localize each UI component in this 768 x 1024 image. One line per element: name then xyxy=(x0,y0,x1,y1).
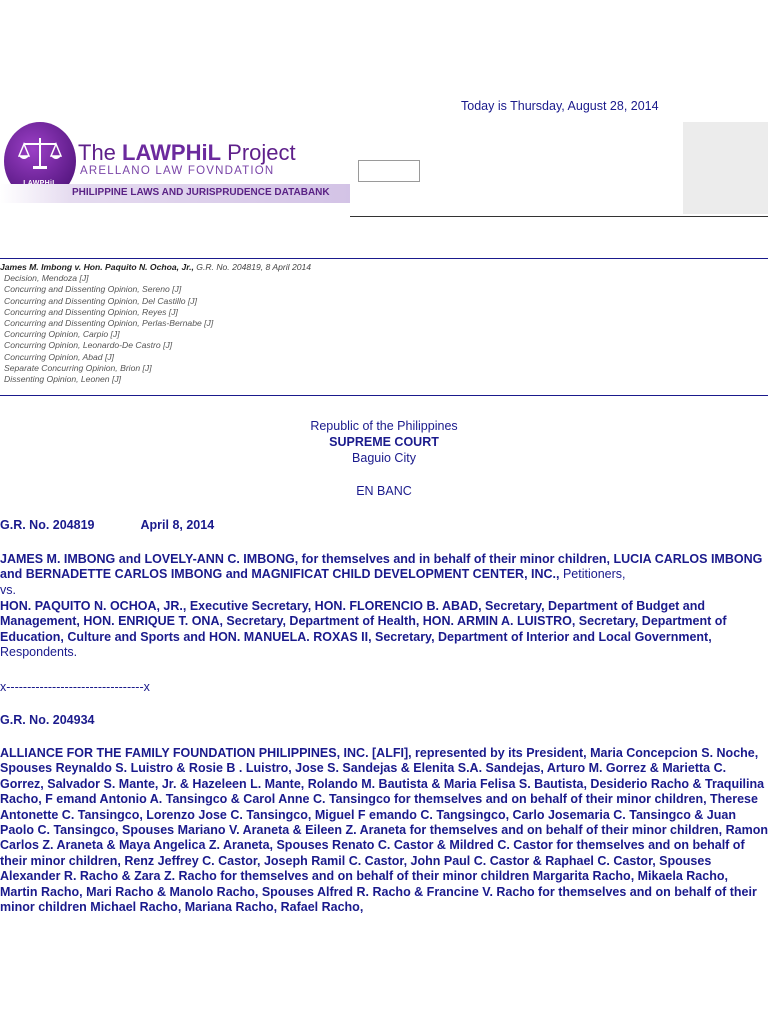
case1-gr-line xyxy=(0,518,768,533)
respondents-label: Respondents. xyxy=(0,645,78,660)
case1-respondents: HON. PAQUITO N. OCHOA, JR., Executive Secretary, HON. FLORENCIO B. ABAD, Secretary, Department of Budget and Management, HON. ENRIQUE T. ONA, Secretary, Department of Health, HON. ARMIN A. LUISTRO, Secretary, Department of Education, Culture and Sports and HON. MANUELA. ROXAS II, Secretary, Department of Interior and Local Government, Respondents. xyxy=(0,599,727,660)
opinion-link[interactable]: Concurring and Dissenting Opinion, Sereno [J] xyxy=(4,284,182,295)
versus-text: vs. xyxy=(0,582,16,597)
lawphil-logo[interactable] xyxy=(0,122,350,204)
city-heading: Baguio City xyxy=(352,451,416,465)
logo-title: The LAWPHiL Project xyxy=(78,140,296,165)
logo-banner xyxy=(0,184,350,203)
case1-gr-number: G.R. No. 204819 xyxy=(0,518,95,532)
case-list-bottom-divider xyxy=(0,395,768,396)
case1-petitioners: JAMES M. IMBONG and LOVELY-ANN C. IMBONG, for themselves and in behalf of their minor children, LUCIA CARLOS IMBONG and BERNADETTE CARLOS IMBONG and MAGNIFICAT CHILD DEVELOPMENT CENTER, INC., Petitioners, vs. xyxy=(0,552,763,597)
date-text: Today is Thursday, August 28, 2014 xyxy=(461,99,659,113)
header-divider xyxy=(350,216,768,217)
logo-subtitle: ARELLANO LAW FOVNDATION xyxy=(80,165,275,177)
opinion-link[interactable]: Decision, Mendoza [J] xyxy=(4,273,89,284)
right-panel xyxy=(683,122,768,214)
case-list-lead[interactable]: James M. Imbong v. Hon. Paquito N. Ochoa, Jr., G.R. No. 204819, 8 April 2014 xyxy=(0,262,312,272)
opinion-link[interactable]: Concurring Opinion, Abad [J] xyxy=(4,351,115,362)
case2-gr-number: G.R. No. 204934 xyxy=(0,713,95,727)
search-input[interactable] xyxy=(358,160,420,182)
republic-heading: Republic of the Philippines xyxy=(310,419,458,433)
case2-petitioners: ALLIANCE FOR THE FAMILY FOUNDATION PHILIPPINES, INC. [ALFI], represented by its President, Maria Concepcion S. Noche, Spouses Reynaldo S. Luistro & Rosie B . Luistro, Jose S. Sandejas & Elenita S.A. Sandejas, Arturo M. Gorrez & Marietta C. Gorrez, Salvador S. Mante, Jr. & Hazeleen L. Mante, Rolando M. Bautista & Maria Felisa S. Bautista, Desiderio Racho & Traquilina Racho, F emand Antonio A. Tansingco & Carol Anne C. Tansingco for themselves and on behalf of their minor children, Therese Antonette C. Tansingco, Lorenzo Jose C. Tansingco, Miguel F emando C. Tangsingco, Carlo Josemaria C. Tansingco & Juan Paolo C. Tansingco, Spouses Mariano V. Araneta & Eileen Z. Araneta for themselves and on behalf of their minor children, Ramon Carlos Z. Araneta & Maya Angelica Z. Araneta, Spouses Renato C. Castor & Mildred C. Castor for themselves and on behalf of their minor children, Renz Jeffrey C. Castor, Joseph Ramil C. Castor, John Paul C. Castor & Raphael C. Castor, Spouses Alexander R. Racho & Zara Z. Racho for themselves and on behalf of their minor children Margarita Racho, Mikaela Racho, Martin Racho, Mari Racho & Manolo Racho, Spouses Alfred R. Racho & Francine V. Racho for themselves and on behalf of their minor children Michael Racho, Mariana Racho, Rafael Racho, xyxy=(0,746,768,915)
court-heading: SUPREME COURT xyxy=(329,435,439,449)
opinion-link[interactable]: Concurring Opinion, Carpio [J] xyxy=(4,329,120,340)
division-heading: EN BANC xyxy=(356,484,412,498)
opinion-link[interactable]: Separate Concurring Opinion, Brion [J] xyxy=(4,362,152,373)
opinion-link[interactable]: Concurring and Dissenting Opinion, Perlas-Bernabe [J] xyxy=(4,318,214,329)
case-opinions-list xyxy=(0,262,760,385)
opinion-link[interactable]: Concurring and Dissenting Opinion, Reyes [J] xyxy=(4,306,178,317)
logo-banner-text: PHILIPPINE LAWS AND JURISPRUDENCE DATABANK xyxy=(72,187,330,198)
scales-of-justice-icon xyxy=(18,136,62,172)
petitioners-label: Petitioners, xyxy=(559,567,626,582)
opinion-link[interactable]: Concurring Opinion, Leonardo-De Castro [J] xyxy=(4,340,173,351)
opinion-link[interactable]: Concurring and Dissenting Opinion, Del Castillo [J] xyxy=(4,295,197,306)
case-separator: x---------------------------------x xyxy=(0,680,150,694)
opinion-link[interactable]: Dissenting Opinion, Leonen [J] xyxy=(4,374,122,385)
case-list-top-divider xyxy=(0,258,768,259)
case1-date: April 8, 2014 xyxy=(140,518,215,532)
